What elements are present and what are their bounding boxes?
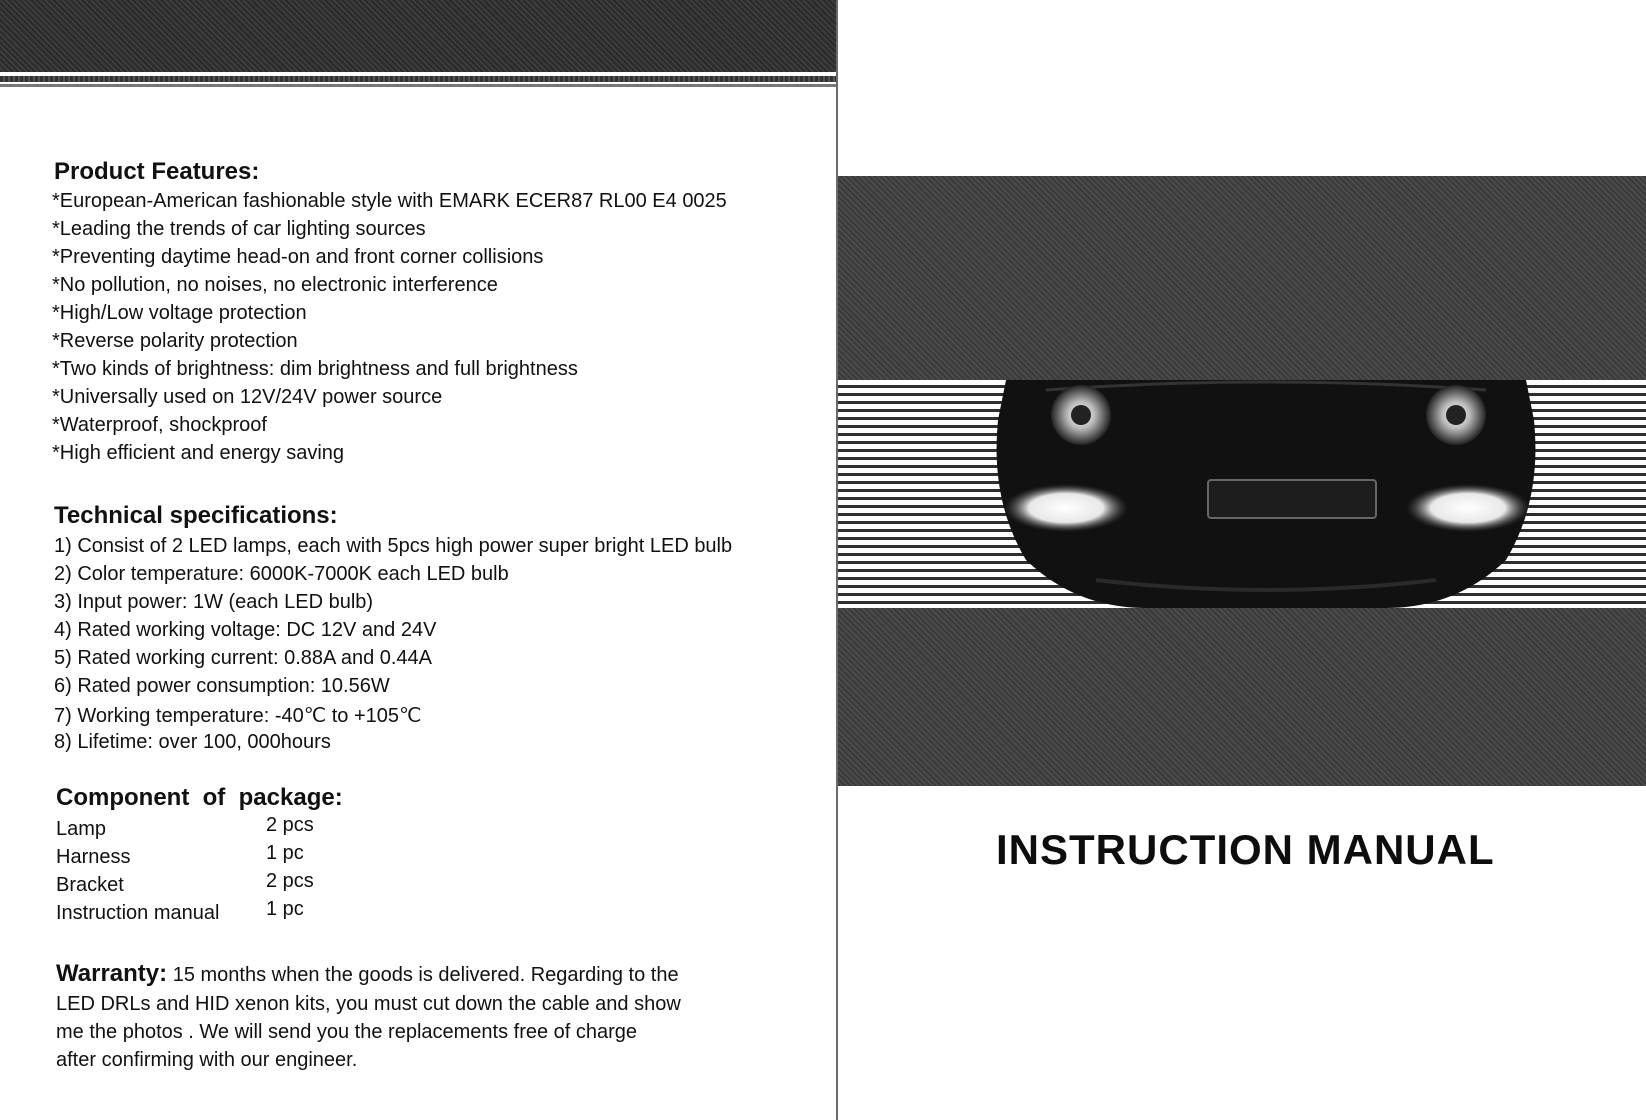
feature-item: *Preventing daytime head-on and front corner collisions <box>52 246 544 268</box>
warranty-text: 15 months when the goods is delivered. Regarding to the <box>172 964 679 986</box>
cover-page <box>838 0 1646 1120</box>
drl-right <box>1406 484 1530 532</box>
package-title: Component of package: <box>56 784 343 811</box>
feature-item: *Leading the trends of car lighting sources <box>52 218 426 240</box>
manual-title: INSTRUCTION MANUAL <box>996 826 1495 873</box>
warranty-line: after confirming with our engineer. <box>56 1049 358 1071</box>
package-item-name: Instruction manual <box>56 902 220 924</box>
features-title: Product Features: <box>54 158 260 185</box>
warranty-line <box>56 960 679 988</box>
feature-item: *Universally used on 12V/24V power source <box>52 386 443 408</box>
specs-title: Technical specifications: <box>54 502 338 529</box>
spec-item: 2) Color temperature: 6000K-7000K each LED bulb <box>54 563 509 585</box>
spec-item: 1) Consist of 2 LED lamps, each with 5pcs high power super bright LED bulb <box>54 535 733 557</box>
package-item-qty: 2 pcs <box>266 870 314 892</box>
spec-item: 4) Rated working voltage: DC 12V and 24V <box>54 619 437 641</box>
spec-item: 3) Input power: 1W (each LED bulb) <box>54 591 374 613</box>
spec-item: 5) Rated working current: 0.88A and 0.44A <box>54 647 433 669</box>
header-band <box>0 0 836 72</box>
warranty-line: me the photos . We will send you the replacements free of charge <box>56 1021 638 1043</box>
drl-left <box>1004 484 1128 532</box>
feature-item: *High efficient and energy saving <box>52 442 345 464</box>
feature-item: *No pollution, no noises, no electronic interference <box>52 274 498 296</box>
car-front-image <box>986 380 1546 610</box>
feature-item: *European-American fashionable style with EMARK ECER87 RL00 E4 0025 <box>52 190 727 212</box>
feature-item: *Reverse polarity protection <box>52 330 298 352</box>
spec-item: 6) Rated power consumption: 10.56W <box>54 675 390 697</box>
warranty-label: Warranty: <box>56 960 168 987</box>
package-item-qty: 2 pcs <box>266 814 314 836</box>
spec-item: 7) Working temperature: -40℃ to +105℃ <box>54 705 422 727</box>
feature-item: *Waterproof, shockproof <box>52 414 267 436</box>
spec-item: 8) Lifetime: over 100, 000hours <box>54 731 331 753</box>
header-rule-thin <box>0 84 836 87</box>
feature-item: *Two kinds of brightness: dim brightness and full brightness <box>52 358 578 380</box>
feature-item: *High/Low voltage protection <box>52 302 307 324</box>
package-item-name: Lamp <box>56 818 107 840</box>
warranty-line: LED DRLs and HID xenon kits, you must cut down the cable and show <box>56 993 681 1015</box>
package-item-name: Harness <box>56 846 131 868</box>
license-plate <box>1208 480 1376 518</box>
package-item-qty: 1 pc <box>266 898 304 920</box>
package-item-qty: 1 pc <box>266 842 304 864</box>
header-rule <box>0 76 836 82</box>
package-item-name: Bracket <box>56 874 124 896</box>
